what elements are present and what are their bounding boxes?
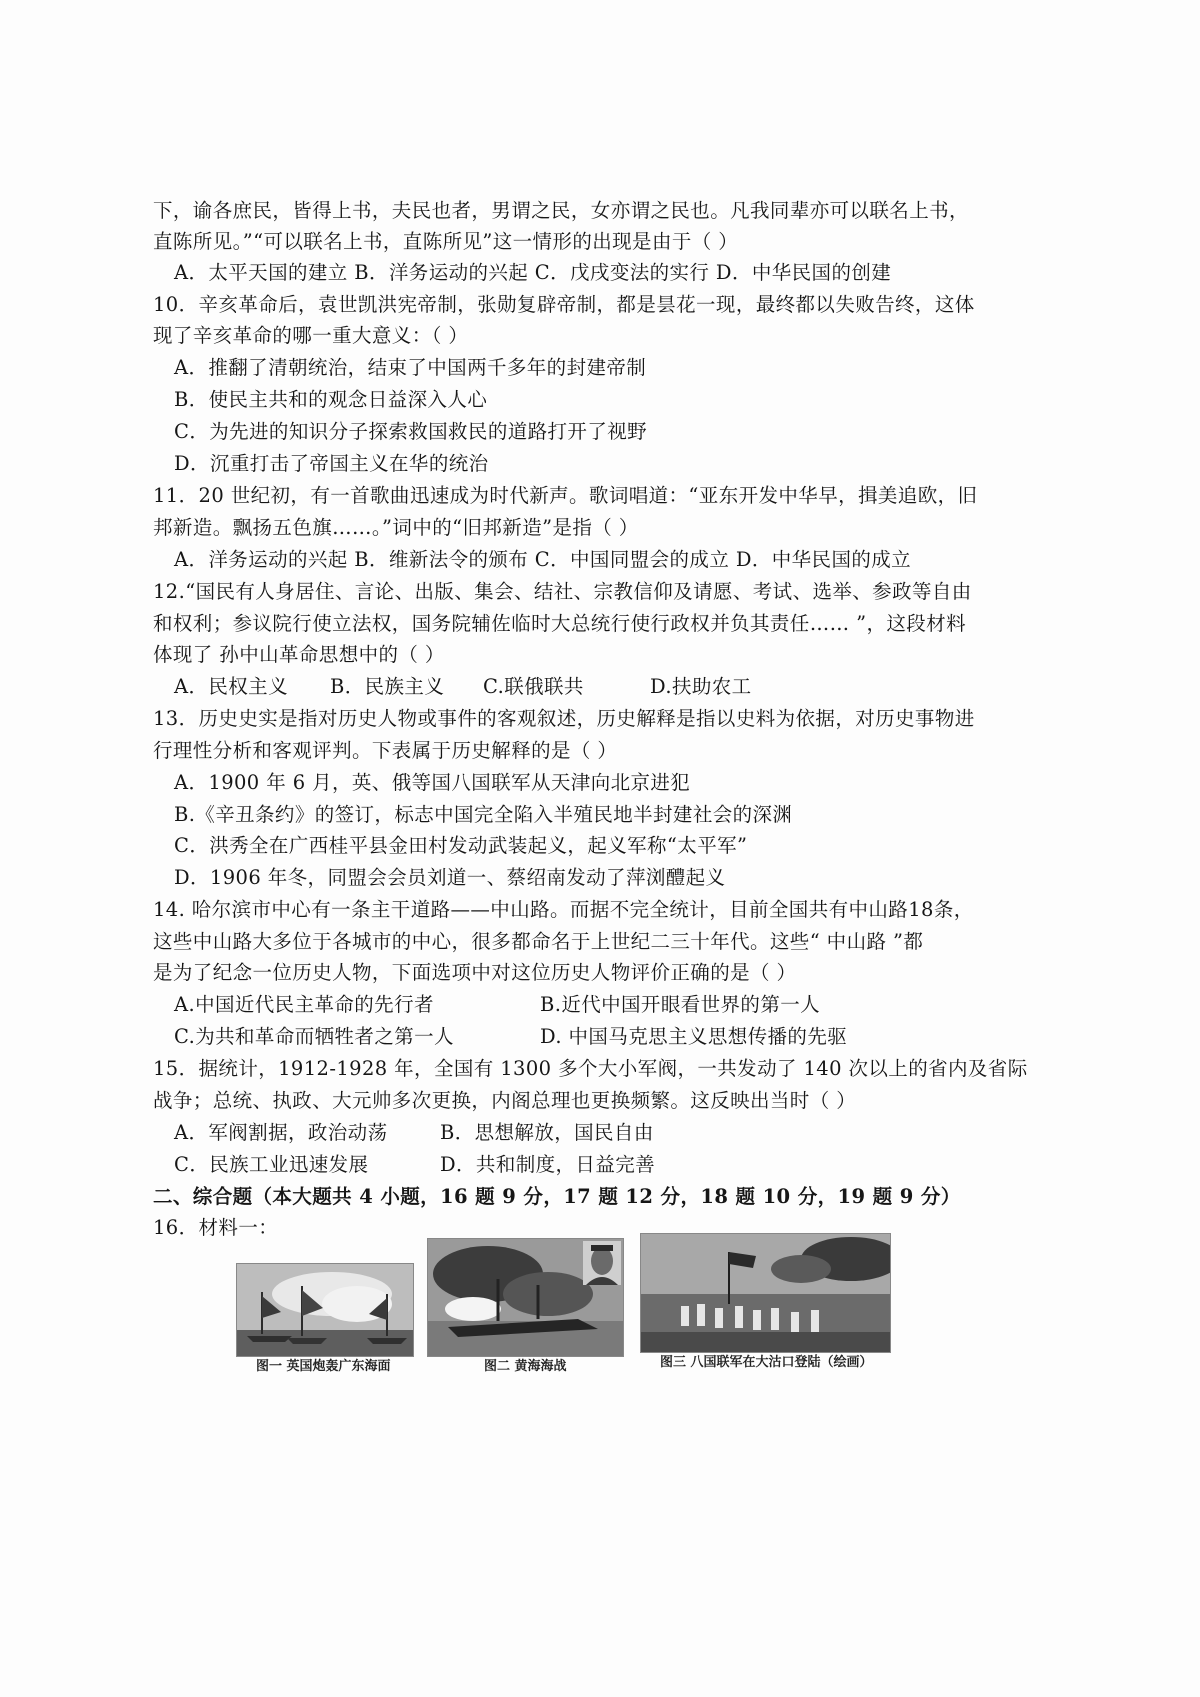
question-12-option-b: B．民族主义 [330,675,445,698]
question-14-option-c: C.为共和革命而牺牲者之第一人 [174,1025,454,1048]
figure-1-image [236,1263,414,1357]
question-13-option-b: B.《辛丑条约》的签订，标志中国完全陷入半殖民地半封建社会的深渊 [174,803,793,826]
section-2-heading: 二、综合题（本大题共 4 小题，16 题 9 分，17 题 12 分，18 题 10 分，19 题 9 分） [153,1185,961,1208]
question-12-option-d: D.扶助农工 [650,675,752,698]
figure-2-image [427,1238,624,1357]
figure-3-image [640,1233,891,1353]
question-12-stem-2: 和权利；参议院行使立法权，国务院辅佐临时大总统行使行政权并负其责任…… ”，这段材料 [153,612,966,635]
question-15-option-d: D．共和制度，日益完善 [440,1153,656,1176]
question-10-option-a: A．推翻了清朝统治，结束了中国两千多年的封建帝制 [174,356,647,379]
question-13-stem-2: 行理性分析和客观评判。下表属于历史解释的是（ ） [153,739,618,762]
question-11-stem-2: 邦新造。飘扬五色旗……。”词中的“旧邦新造”是指（ ） [153,516,639,539]
figure-2-caption: 图二 黄海海战 [484,1359,567,1374]
question-14-stem-2: 这些中山路大多位于各城市的中心，很多都命名于上世纪二三十年代。这些“ 中山路 ”都 [153,930,924,953]
question-10-stem-1: 10．辛亥革命后，袁世凯洪宪帝制，张勋复辟帝制，都是昙花一现，最终都以失败告终，这体 [153,293,975,316]
question-15-option-b: B．思想解放，国民自由 [440,1121,654,1144]
question-13-stem-1: 13．历史史实是指对历史人物或事件的客观叙述，历史解释是指以史料为依据，对历史事物进 [153,707,975,730]
question-15-stem-2: 战争；总统、执政、大元帅多次更换，内阁总理也更换频繁。这反映出当时（ ） [153,1089,857,1112]
question-10-option-b: B．使民主共和的观念日益深入人心 [174,388,488,411]
question-13-option-d: D．1906 年冬，同盟会会员刘道一、蔡绍南发动了萍浏醴起义 [174,866,726,889]
question-16-label: 16．材料一： [153,1216,279,1239]
question-10-option-c: C．为先进的知识分子探索救国救民的道路打开了视野 [174,420,648,443]
question-14-stem-1: 14. 哈尔滨市中心有一条主干道路——中山路。而据不完全统计，目前全国共有中山路18条， [153,898,974,921]
question-9-options: A．太平天国的建立 B．洋务运动的兴起 C．戊戌变法的实行 D．中华民国的创建 [174,261,892,284]
question-14-option-b: B.近代中国开眼看世界的第一人 [540,993,821,1016]
naval-bombardment-illustration [237,1264,413,1356]
question-9-stem: 直陈所见。”“可以联名上书，直陈所见”这一情形的出现是由于（ ） [153,230,739,253]
question-15-option-c: C．民族工业迅速发展 [174,1153,369,1176]
figure-1-caption: 图一 英国炮轰广东海面 [256,1359,391,1374]
question-13-option-a: A．1900 年 6 月，英、俄等国八国联军从天津向北京进犯 [174,771,691,794]
question-15-stem-1: 15．据统计，1912-1928 年，全国有 1300 多个大小军阀，一共发动了 140 次以上的省内及省际 [153,1057,1028,1080]
question-12-option-a: A．民权主义 [174,675,288,698]
figure-3-caption: 图三 八国联军在大沽口登陆（绘画） [660,1355,873,1370]
question-12-stem-3: 体现了 孙中山革命思想中的（ ） [153,643,445,666]
question-15-option-a: A．军阀割据，政治动荡 [174,1121,388,1144]
question-14-option-a: A.中国近代民主革命的先行者 [174,993,434,1016]
question-14-option-d: D. 中国马克思主义思想传播的先驱 [540,1025,848,1048]
question-10-stem-2: 现了辛亥革命的哪一重大意义：（ ） [153,324,469,347]
question-10-option-d: D．沉重打击了帝国主义在华的统治 [174,452,489,475]
yellow-sea-battle-illustration [428,1239,623,1356]
question-14-stem-3: 是为了纪念一位历史人物，下面选项中对这位历史人物评价正确的是（ ） [153,961,797,984]
question-12-stem-1: 12.“国民有人身居住、言论、出版、集会、结社、宗教信仰及请愿、考试、选举、参政等自由 [153,580,972,603]
question-13-option-c: C．洪秀全在广西桂平县金田村发动武装起义，起义军称“太平军” [174,834,748,857]
question-12-option-c: C.联俄联共 [483,675,584,698]
passage-line-1: 下，谕各庶民，皆得上书，夫民也者，男谓之民，女亦谓之民也。凡我同辈亦可以联名上书， [153,199,969,222]
question-11-stem-1: 11．20 世纪初，有一首歌曲迅速成为时代新声。歌词唱道：“亚东开发中华早，揖美追欧，旧 [153,484,978,507]
dagu-landing-illustration [641,1234,890,1352]
question-11-options: A．洋务运动的兴起 B．维新法令的颁布 C．中国同盟会的成立 D．中华民国的成立 [174,548,912,571]
